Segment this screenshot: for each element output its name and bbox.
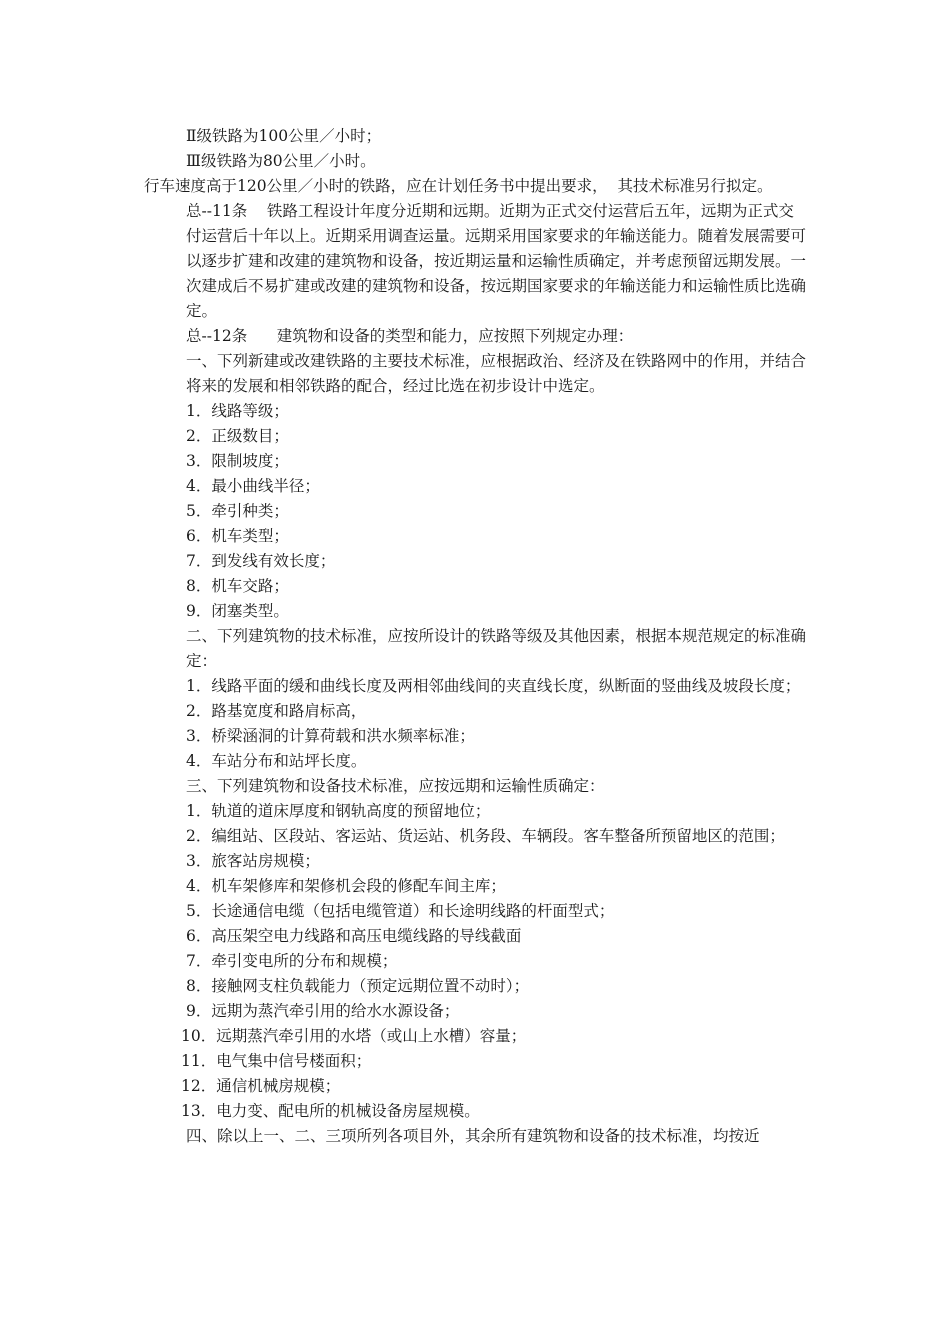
list-item: 12．通信机械房规模； [181,1077,341,1095]
section-3-list [144,799,808,1124]
section-2-intro: 二、下列建筑物的技术标准，应按所设计的铁路等级及其他因素，根据本规范规定的标准确定： [186,627,807,670]
section-2-list [144,674,808,774]
list-item: 4．最小曲线半径； [186,477,320,495]
list-item: 9．闭塞类型。 [186,602,289,620]
list-item: 4．车站分布和站坪长度。 [186,752,367,770]
section-4-intro: 四、除以上一、二、三项所列各项目外，其余所有建筑物和设备的技术标准，均按近 [186,1127,760,1145]
list-item: 2．正级数目； [186,427,289,445]
list-item: 3．旅客站房规模； [186,852,320,870]
list-item: 1．线路等级； [186,402,289,420]
section-1-list [144,399,808,624]
list-item: 7．到发线有效长度； [186,552,336,570]
document-body [144,124,808,1149]
paragraph-speed-grade-2: Ⅱ级铁路为100公里／小时； [186,127,382,145]
list-item: 2．路基宽度和路肩标高， [186,702,367,720]
article-11: 总--11条 铁路工程设计年度分近期和远期。近期为正式交付运营后五年，远期为正式交付运营后十年以上。近期采用调查运量。远期采用国家要求的年输送能力。随着发展需要可以逐步扩建和改建的建筑物和设备，按近期运量和运输性质确定，并考虑预留远期发展。一次建成后不易扩建或改建的建筑物和设备，按远期国家要求的年输送能力和运输性质比选确定。 [186,202,807,320]
paragraph-speed-grade-3: Ⅲ级铁路为80公里／小时。 [186,152,376,170]
list-item: 1．轨道的道床厚度和钢轨高度的预留地位； [186,802,491,820]
list-item: 2．编组站、区段站、客运站、货运站、机务段、车辆段。客车整备所预留地区的范围； [186,827,785,845]
list-item: 9．远期为蒸汽牵引用的给水水源设备； [186,1002,460,1020]
paragraph-speed-over-120: 行车速度高于120公里／小时的铁路，应在计划任务书中提出要求， 其技术标准另行拟定。 [144,177,773,195]
list-item: 3．限制坡度； [186,452,289,470]
list-item: 8．接触网支柱负载能力（预定远期位置不动时）； [186,977,530,995]
list-item: 5．长途通信电缆（包括电缆管道）和长途明线路的杆面型式； [186,902,615,920]
list-item: 10．远期蒸汽牵引用的水塔（或山上水槽）容量； [181,1027,527,1045]
list-item: 4．机车架修库和架修机会段的修配车间主库； [186,877,506,895]
list-item: 3．桥梁涵洞的计算荷载和洪水频率标准； [186,727,475,745]
section-1-intro: 一、下列新建或改建铁路的主要技术标准，应根据政治、经济及在铁路网中的作用，并结合将来的发展和相邻铁路的配合，经过比选在初步设计中选定。 [186,352,807,395]
list-item: 13．电力变、配电所的机械设备房屋规模。 [181,1102,480,1120]
list-item: 8．机车交路； [186,577,289,595]
list-item: 1．线路平面的缓和曲线长度及两相邻曲线间的夹直线长度，纵断面的竖曲线及坡段长度； [186,677,801,695]
list-item: 11．电气集中信号楼面积； [181,1052,372,1070]
list-item: 6．机车类型； [186,527,289,545]
section-3-intro: 三、下列建筑物和设备技术标准，应按远期和运输性质确定： [186,777,605,795]
list-item: 6．高压架空电力线路和高压电缆线路的导线截面 [186,927,522,945]
list-item: 7．牵引变电所的分布和规模； [186,952,398,970]
list-item: 5．牵引种类； [186,502,289,520]
article-12: 总--12条 建筑物和设备的类型和能力，应按照下列规定办理： [186,327,634,345]
